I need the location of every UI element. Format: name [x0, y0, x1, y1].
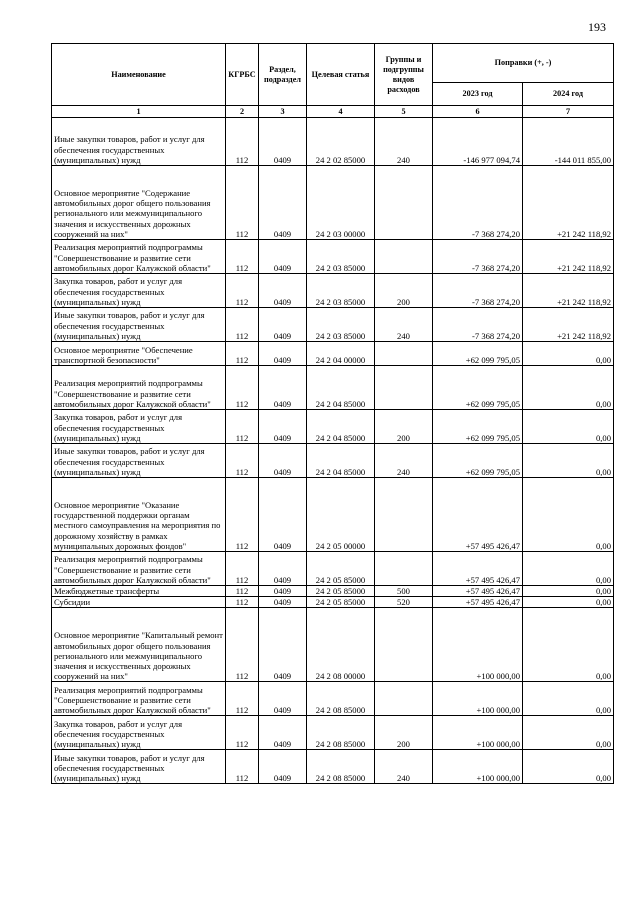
- row-2023-cell: +62 099 795,05: [433, 410, 523, 444]
- row-2024-cell: 0,00: [523, 597, 614, 608]
- row-kgrbs-cell: 112: [226, 410, 259, 444]
- row-group-cell: [375, 552, 433, 586]
- row-kgrbs-cell: 112: [226, 750, 259, 784]
- row-name-cell: Закупка товаров, работ и услуг для обеспечения государственных (муниципальных) нужд: [52, 410, 226, 444]
- header-2023: 2023 год: [433, 83, 523, 106]
- row-section-cell: 0409: [259, 410, 307, 444]
- row-2023-cell: +100 000,00: [433, 608, 523, 682]
- row-2024-cell: 0,00: [523, 716, 614, 750]
- row-group-cell: 200: [375, 274, 433, 308]
- row-name-cell: Реализация мероприятий подпрограммы "Совершенствование и развитие сети автомобильных дорог Калужской области": [52, 552, 226, 586]
- row-group-cell: [375, 608, 433, 682]
- table-row: [52, 308, 614, 342]
- row-2023-cell: +57 495 426,47: [433, 552, 523, 586]
- row-section-cell: 0409: [259, 552, 307, 586]
- table-row: [52, 682, 614, 716]
- header-name: Наименование: [52, 44, 226, 106]
- row-2024-cell: 0,00: [523, 608, 614, 682]
- row-kgrbs-cell: 112: [226, 308, 259, 342]
- row-section-cell: 0409: [259, 342, 307, 366]
- header-section: Раздел, подраздел: [259, 44, 307, 106]
- table-row: [52, 716, 614, 750]
- row-kgrbs-cell: 112: [226, 586, 259, 597]
- row-target-cell: 24 2 08 85000: [307, 716, 375, 750]
- row-target-cell: 24 2 03 85000: [307, 274, 375, 308]
- page-number: 193: [588, 20, 606, 34]
- row-section-cell: 0409: [259, 166, 307, 240]
- row-kgrbs-cell: 112: [226, 342, 259, 366]
- row-section-cell: 0409: [259, 608, 307, 682]
- row-section-cell: 0409: [259, 478, 307, 552]
- row-name-cell: Иные закупки товаров, работ и услуг для обеспечения государственных (муниципальных) нужд: [52, 750, 226, 784]
- row-target-cell: 24 2 04 00000: [307, 342, 375, 366]
- row-kgrbs-cell: 112: [226, 366, 259, 410]
- table-row: [52, 410, 614, 444]
- row-group-cell: 200: [375, 716, 433, 750]
- row-target-cell: 24 2 08 85000: [307, 682, 375, 716]
- table-row: [52, 118, 614, 166]
- table-row: [52, 166, 614, 240]
- row-section-cell: 0409: [259, 308, 307, 342]
- row-group-cell: 240: [375, 750, 433, 784]
- row-kgrbs-cell: 112: [226, 716, 259, 750]
- row-section-cell: 0409: [259, 682, 307, 716]
- row-2023-cell: -7 368 274,20: [433, 274, 523, 308]
- row-name-cell: Иные закупки товаров, работ и услуг для обеспечения государственных (муниципальных) нужд: [52, 444, 226, 478]
- row-2024-cell: +21 242 118,92: [523, 308, 614, 342]
- row-2023-cell: +62 099 795,05: [433, 342, 523, 366]
- table-row: [52, 552, 614, 586]
- row-group-cell: [375, 342, 433, 366]
- row-2023-cell: +100 000,00: [433, 716, 523, 750]
- row-group-cell: [375, 478, 433, 552]
- row-target-cell: 24 2 04 85000: [307, 410, 375, 444]
- row-2023-cell: -7 368 274,20: [433, 240, 523, 274]
- budget-table: [51, 43, 614, 784]
- row-target-cell: 24 2 08 85000: [307, 750, 375, 784]
- row-name-cell: Реализация мероприятий подпрограммы "Совершенствование и развитие сети автомобильных дорог Калужской области": [52, 240, 226, 274]
- row-section-cell: 0409: [259, 750, 307, 784]
- row-group-cell: [375, 366, 433, 410]
- row-target-cell: 24 2 03 85000: [307, 308, 375, 342]
- row-name-cell: Основное мероприятие "Капитальный ремонт автомобильных дорог общего пользования регионального или межмуниципального значения и искусственных дорожных сооружений на них": [52, 608, 226, 682]
- row-2023-cell: +57 495 426,47: [433, 586, 523, 597]
- header-row: [52, 44, 614, 83]
- header-kgrbs: КГРБС: [226, 44, 259, 106]
- col-number: 6: [433, 106, 523, 118]
- row-name-cell: Основное мероприятие "Содержание автомобильных дорог общего пользования регионального или межмуниципального значения и искусственных дорожных сооружений на них": [52, 166, 226, 240]
- row-group-cell: 240: [375, 118, 433, 166]
- row-2024-cell: 0,00: [523, 478, 614, 552]
- row-kgrbs-cell: 112: [226, 608, 259, 682]
- row-2023-cell: +57 495 426,47: [433, 478, 523, 552]
- row-2023-cell: -7 368 274,20: [433, 166, 523, 240]
- row-group-cell: [375, 240, 433, 274]
- header-groups: Группы и подгруппы видов расходов: [375, 44, 433, 106]
- row-2023-cell: +100 000,00: [433, 682, 523, 716]
- row-group-cell: 240: [375, 308, 433, 342]
- row-name-cell: Основное мероприятие "Обеспечение транспортной безопасности": [52, 342, 226, 366]
- table-row: [52, 597, 614, 608]
- table-row: [52, 366, 614, 410]
- col-number: 5: [375, 106, 433, 118]
- row-2023-cell: +57 495 426,47: [433, 597, 523, 608]
- table-row: [52, 750, 614, 784]
- row-target-cell: 24 2 03 85000: [307, 240, 375, 274]
- row-group-cell: 240: [375, 444, 433, 478]
- row-name-cell: Основное мероприятие "Оказание государственной поддержки органам местного самоуправления на мероприятия по дорожному хозяйству в рамках муниципальных дорожных фондов": [52, 478, 226, 552]
- row-2024-cell: 0,00: [523, 444, 614, 478]
- row-section-cell: 0409: [259, 586, 307, 597]
- row-2024-cell: +21 242 118,92: [523, 166, 614, 240]
- row-2023-cell: +62 099 795,05: [433, 366, 523, 410]
- table-row: [52, 478, 614, 552]
- row-group-cell: 520: [375, 597, 433, 608]
- row-target-cell: 24 2 05 85000: [307, 552, 375, 586]
- row-target-cell: 24 2 05 85000: [307, 586, 375, 597]
- row-target-cell: 24 2 05 85000: [307, 597, 375, 608]
- row-2024-cell: 0,00: [523, 410, 614, 444]
- col-number: 7: [523, 106, 614, 118]
- row-group-cell: [375, 682, 433, 716]
- row-2024-cell: +21 242 118,92: [523, 274, 614, 308]
- row-kgrbs-cell: 112: [226, 478, 259, 552]
- header-target: Целевая статья: [307, 44, 375, 106]
- row-name-cell: Закупка товаров, работ и услуг для обеспечения государственных (муниципальных) нужд: [52, 274, 226, 308]
- header-amendments: Поправки (+, -): [433, 44, 614, 83]
- row-2023-cell: +62 099 795,05: [433, 444, 523, 478]
- row-2023-cell: -146 977 094,74: [433, 118, 523, 166]
- row-group-cell: 500: [375, 586, 433, 597]
- row-name-cell: Иные закупки товаров, работ и услуг для обеспечения государственных (муниципальных) нужд: [52, 308, 226, 342]
- row-name-cell: Иные закупки товаров, работ и услуг для обеспечения государственных (муниципальных) нужд: [52, 118, 226, 166]
- col-number: 3: [259, 106, 307, 118]
- row-2024-cell: +21 242 118,92: [523, 240, 614, 274]
- row-section-cell: 0409: [259, 118, 307, 166]
- row-section-cell: 0409: [259, 716, 307, 750]
- col-number: 1: [52, 106, 226, 118]
- row-2024-cell: 0,00: [523, 342, 614, 366]
- row-name-cell: Закупка товаров, работ и услуг для обеспечения государственных (муниципальных) нужд: [52, 716, 226, 750]
- row-section-cell: 0409: [259, 274, 307, 308]
- row-kgrbs-cell: 112: [226, 444, 259, 478]
- row-group-cell: [375, 166, 433, 240]
- table-row: [52, 240, 614, 274]
- table-row: [52, 608, 614, 682]
- row-2023-cell: -7 368 274,20: [433, 308, 523, 342]
- row-target-cell: 24 2 05 00000: [307, 478, 375, 552]
- row-name-cell: Реализация мероприятий подпрограммы "Совершенствование и развитие сети автомобильных дорог Калужской области": [52, 682, 226, 716]
- row-2024-cell: 0,00: [523, 586, 614, 597]
- table-row: [52, 342, 614, 366]
- row-group-cell: 200: [375, 410, 433, 444]
- row-kgrbs-cell: 112: [226, 166, 259, 240]
- row-target-cell: 24 2 03 00000: [307, 166, 375, 240]
- row-2024-cell: 0,00: [523, 552, 614, 586]
- row-2023-cell: +100 000,00: [433, 750, 523, 784]
- row-target-cell: 24 2 08 00000: [307, 608, 375, 682]
- row-section-cell: 0409: [259, 444, 307, 478]
- row-name-cell: Субсидии: [52, 597, 226, 608]
- row-section-cell: 0409: [259, 240, 307, 274]
- row-target-cell: 24 2 02 85000: [307, 118, 375, 166]
- row-name-cell: Реализация мероприятий подпрограммы "Совершенствование и развитие сети автомобильных дорог Калужской области": [52, 366, 226, 410]
- row-section-cell: 0409: [259, 366, 307, 410]
- row-kgrbs-cell: 112: [226, 240, 259, 274]
- col-number: 4: [307, 106, 375, 118]
- row-kgrbs-cell: 112: [226, 682, 259, 716]
- row-2024-cell: 0,00: [523, 750, 614, 784]
- row-target-cell: 24 2 04 85000: [307, 366, 375, 410]
- row-name-cell: Межбюджетные трансферты: [52, 586, 226, 597]
- col-number: 2: [226, 106, 259, 118]
- row-kgrbs-cell: 112: [226, 118, 259, 166]
- row-section-cell: 0409: [259, 597, 307, 608]
- table-row: [52, 274, 614, 308]
- row-2024-cell: -144 011 855,00: [523, 118, 614, 166]
- row-kgrbs-cell: 112: [226, 274, 259, 308]
- row-2024-cell: 0,00: [523, 682, 614, 716]
- row-kgrbs-cell: 112: [226, 597, 259, 608]
- row-2024-cell: 0,00: [523, 366, 614, 410]
- row-kgrbs-cell: 112: [226, 552, 259, 586]
- row-target-cell: 24 2 04 85000: [307, 444, 375, 478]
- table-row: [52, 444, 614, 478]
- table-row: [52, 586, 614, 597]
- table-body: [52, 118, 614, 784]
- column-numbers-row: [52, 106, 614, 118]
- header-2024: 2024 год: [523, 83, 614, 106]
